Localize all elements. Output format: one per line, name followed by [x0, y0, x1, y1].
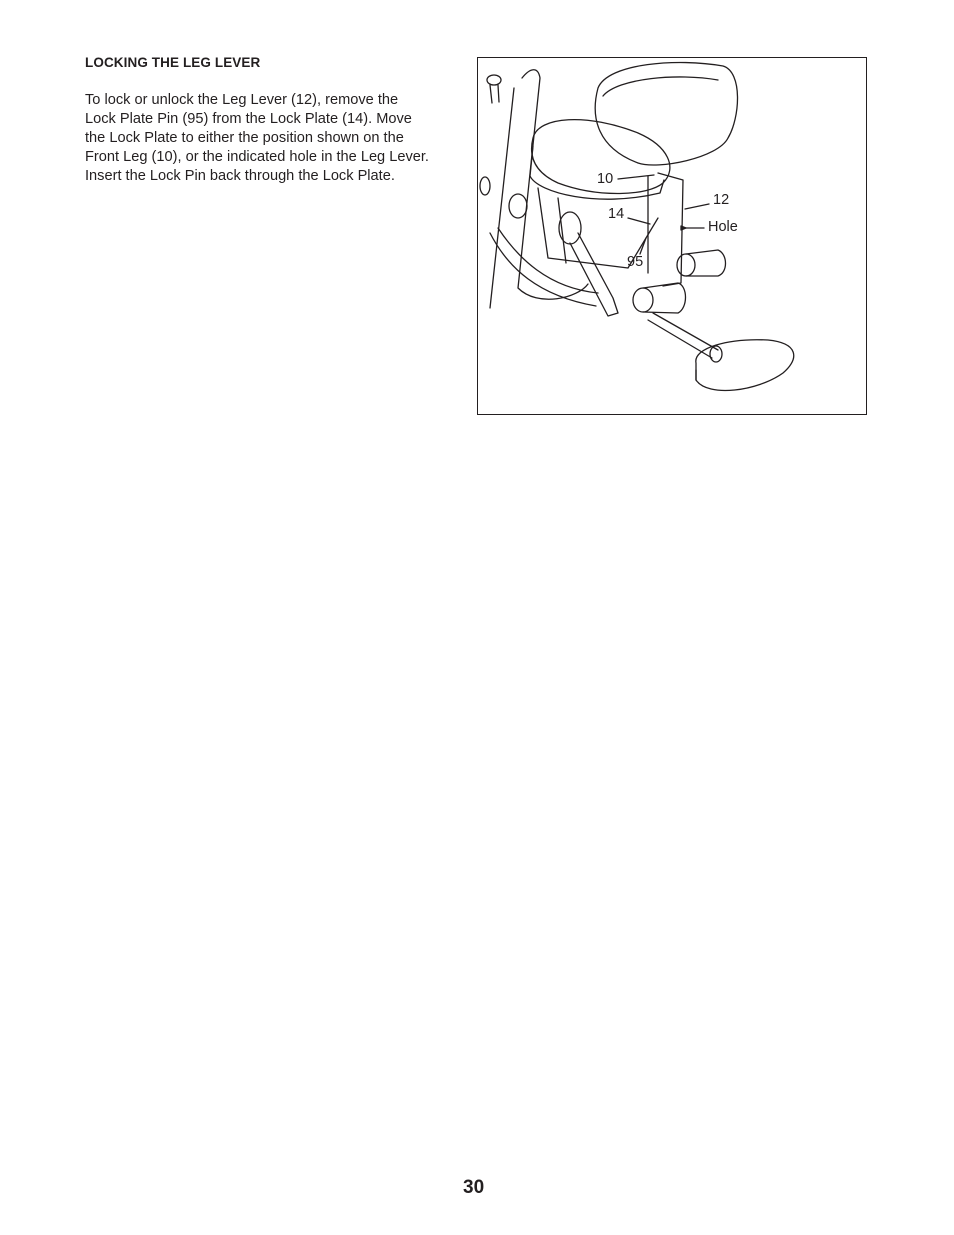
- foot-plate: [696, 340, 794, 391]
- roller-pad-end: [633, 288, 653, 312]
- roller-pad: [686, 250, 726, 276]
- instruction-line: Lock Plate Pin (95) from the Lock Plate (14). Move: [85, 111, 412, 127]
- leader-line: [628, 218, 650, 224]
- callout-lock-plate: 14: [608, 206, 625, 222]
- leader-line: [685, 204, 709, 209]
- hole-arrow: [681, 226, 686, 230]
- frame-disc: [480, 177, 490, 195]
- callout-hole: Hole: [708, 219, 738, 235]
- frame-tube: [490, 88, 514, 308]
- page-number: 30: [463, 1177, 485, 1198]
- callout-leg-lever: 12: [713, 192, 730, 208]
- instruction-line: Front Leg (10), or the indicated hole in the Leg Lever.: [85, 149, 429, 165]
- frame-disc: [509, 194, 527, 218]
- frame-tube: [518, 70, 588, 300]
- knob: [487, 75, 501, 85]
- callout-lock-plate-pin: 95: [627, 254, 644, 270]
- lever-arm: [570, 233, 618, 316]
- instruction-line: To lock or unlock the Leg Lever (12), remove the: [85, 92, 399, 108]
- leg-lever-illustration: [477, 57, 867, 415]
- instruction-line: the Lock Plate to either the position shown on the: [85, 130, 404, 146]
- instruction-paragraph: [85, 91, 465, 186]
- roller-pad-end: [677, 254, 695, 276]
- bench-drawing: [478, 58, 867, 415]
- knob-stem: [490, 85, 499, 103]
- section-heading: LOCKING THE LEG LEVER: [85, 55, 261, 70]
- instruction-line: Insert the Lock Pin back through the Lock Plate.: [85, 168, 395, 184]
- callout-front-leg: 10: [597, 171, 614, 187]
- foot-bar: [648, 313, 718, 358]
- frame-tube: [498, 228, 598, 293]
- front-leg: [658, 173, 683, 286]
- back-pad-edge: [603, 77, 718, 96]
- frame-tube: [490, 233, 596, 306]
